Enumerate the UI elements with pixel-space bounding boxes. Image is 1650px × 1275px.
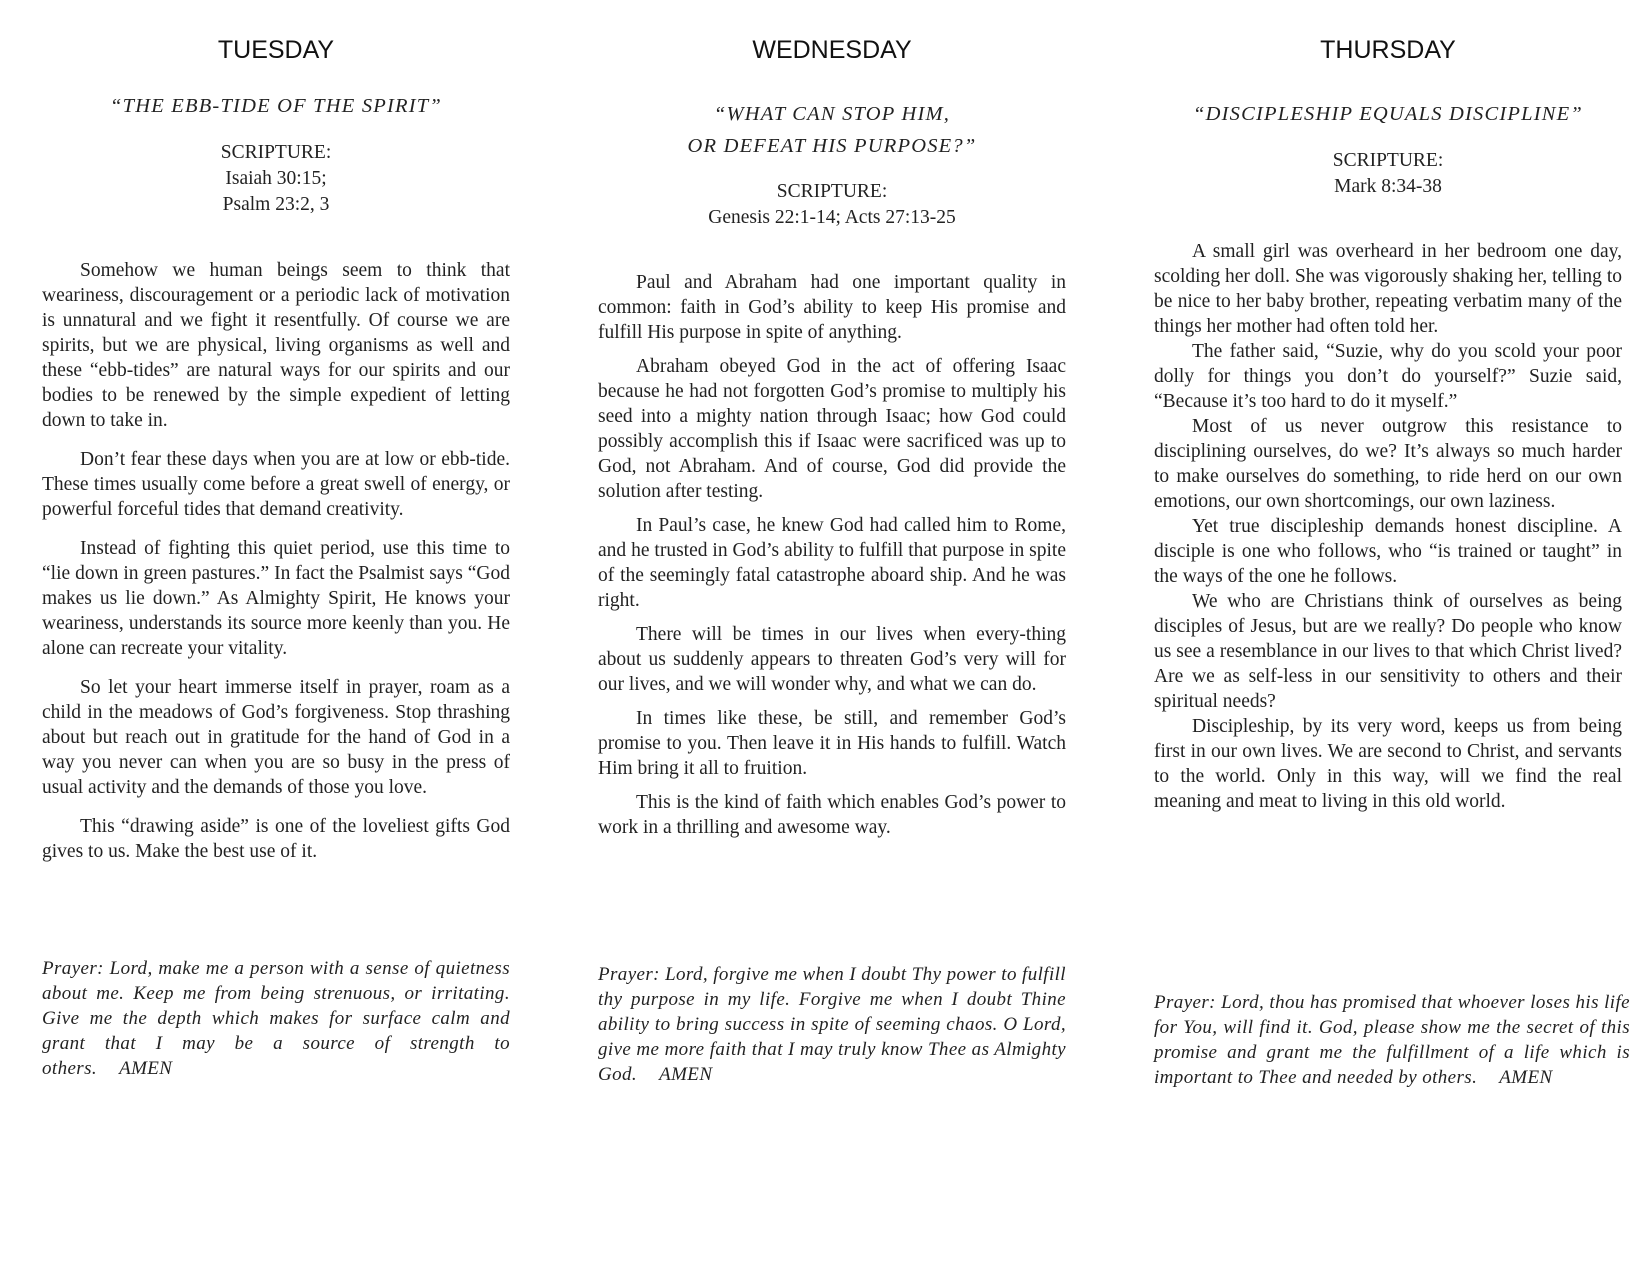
body-paragraph: Most of us never outgrow this resistance to disciplining ourselves, do we? It’s always so much harder to make ourselves do something, to ride herd on our own emotions, our own shortcomings, our own laziness. xyxy=(1154,416,1622,512)
amen: AMEN xyxy=(119,1058,173,1079)
body-paragraph: In Paul’s case, he knew God had called him to Rome, and he trusted in God’s ability to fulfill that purpose in spite of the seemingly fatal catastrophe aboard ship. And he was right. xyxy=(598,515,1066,611)
prayer-text: Prayer: Lord, forgive me when I doubt Thy power to fulfill thy purpose in my life. Forgive me when I doubt Thine ability to bring success in spite of seeming chaos. O Lord, give me more faith that I may truly know Thee as Almighty God. xyxy=(598,964,1066,1085)
body-paragraph: There will be times in our lives when every-thing about us suddenly appears to threaten God’s very will for our lives, and we will wonder why, and what we can do. xyxy=(598,624,1066,695)
prayer xyxy=(1154,990,1630,1090)
devotion-body xyxy=(1154,239,1622,814)
devotion-body xyxy=(42,258,510,878)
amen: AMEN xyxy=(1499,1067,1553,1088)
body-paragraph: The father said, “Suzie, why do you scold your poor dolly for things you don’t do yourself?” Suzie said, “Because it’s too hard to do it myself.” xyxy=(1154,341,1622,412)
devotion-title: “THE EBB-TIDE OF THE SPIRIT” xyxy=(110,95,442,117)
body-paragraph: So let your heart immerse itself in prayer, roam as a child in the meadows of God’s forgiveness. Stop thrashing about but reach out in gratitude for the hand of God in a way you never can when you are so busy in the press of usual activity and the demands of those you love. xyxy=(42,677,510,798)
prayer xyxy=(598,962,1066,1087)
amen: AMEN xyxy=(659,1064,713,1085)
day-heading: THURSDAY xyxy=(1320,36,1456,64)
scripture-block xyxy=(42,140,510,218)
day-heading: WEDNESDAY xyxy=(752,36,912,64)
prayer-text: Prayer: Lord, make me a person with a sense of quietness about me. Keep me from being strenuous, or irritating. Give me the depth which makes for surface calm and grant that I may be a source of strength to others. xyxy=(42,958,510,1079)
day-heading: TUESDAY xyxy=(217,36,335,64)
scripture-reference: Genesis 22:1-14; Acts 27:13-25 xyxy=(708,207,956,228)
body-paragraph: Paul and Abraham had one important quality in common: faith in God’s ability to keep His promise and fulfill His purpose in spite of anything. xyxy=(598,272,1066,343)
prayer-text: Prayer: Lord, thou has promised that whoever loses his life for You, will find it. God, please show me the secret of this promise and grant me the fulfillment of a life which is important to Thee and needed by others. xyxy=(1154,992,1630,1088)
body-paragraph: We who are Christians think of ourselves as being disciples of Jesus, but are we really? Do people who know us see a resemblance in our lives to that which Christ lived? Are we as self-less in our sensitivity to others and their spiritual needs? xyxy=(1154,591,1622,712)
scripture-block xyxy=(598,179,1066,231)
devotion-title: “DISCIPLESHIP EQUALS DISCIPLINE” xyxy=(1193,103,1583,125)
scripture-label: SCRIPTURE: xyxy=(220,142,332,163)
body-paragraph: Yet true discipleship demands honest discipline. A disciple is one who follows, who “is trained or taught” in the ways of the one he follows. xyxy=(1154,516,1622,587)
devotion-body xyxy=(598,270,1066,849)
body-paragraph: This “drawing aside” is one of the loveliest gifts God gives to us. Make the best use of it. xyxy=(42,816,510,862)
devotion-title xyxy=(578,98,1086,162)
body-paragraph: Instead of fighting this quiet period, use this time to “lie down in green pastures.” In fact the Psalmist says “God makes us lie down.” As Almighty Spirit, He knows your weariness, understands its source more keenly than you. He alone can recreate your vitality. xyxy=(42,538,510,659)
scripture-block xyxy=(1154,148,1622,200)
scripture-reference: Mark 8:34-38 xyxy=(1334,176,1442,197)
scripture-reference: Psalm 23:2, 3 xyxy=(222,194,330,215)
body-paragraph: Discipleship, by its very word, keeps us from being first in our own lives. We are second to Christ, and servants to the world. Only in this way, will we find the real meaning and meat to living in this old world. xyxy=(1154,716,1622,812)
body-paragraph: This is the kind of faith which enables God’s power to work in a thrilling and awesome way. xyxy=(598,792,1066,838)
body-paragraph: Don’t fear these days when you are at low or ebb-tide. These times usually come before a great swell of energy, or powerful forceful tides that demand creativity. xyxy=(42,449,510,520)
scripture-label: SCRIPTURE: xyxy=(776,181,888,202)
prayer xyxy=(42,956,510,1081)
body-paragraph: Abraham obeyed God in the act of offering Isaac because he had not forgotten God’s promise to multiply his seed into a mighty nation through Isaac; how God could possibly accomplish this if Isaac were sacrificed was up to God, not Abraham. And of course, God did provide the solution after testing. xyxy=(598,356,1066,502)
scripture-reference: Isaiah 30:15; xyxy=(225,168,327,189)
title-line: OR DEFEAT HIS PURPOSE?” xyxy=(687,135,977,157)
body-paragraph: A small girl was overheard in her bedroom one day, scolding her doll. She was vigorously shaking her, telling to be nice to her baby brother, repeating verbatim many of the things her mother had often told her. xyxy=(1154,241,1622,337)
body-paragraph: In times like these, be still, and remember God’s promise to you. Then leave it in His hands to fulfill. Watch Him bring it all to fruition. xyxy=(598,708,1066,779)
title-line: “WHAT CAN STOP HIM, xyxy=(713,103,951,125)
scripture-label: SCRIPTURE: xyxy=(1332,150,1444,171)
body-paragraph: Somehow we human beings seem to think that weariness, discouragement or a periodic lack of motivation is unnatural and we fight it resentfully. Of course we are spirits, but we are physical, living organisms as well and these “ebb-tides” are natural ways for our spirits and our bodies to be renewed by the simple expedient of letting down to take in. xyxy=(42,260,510,431)
